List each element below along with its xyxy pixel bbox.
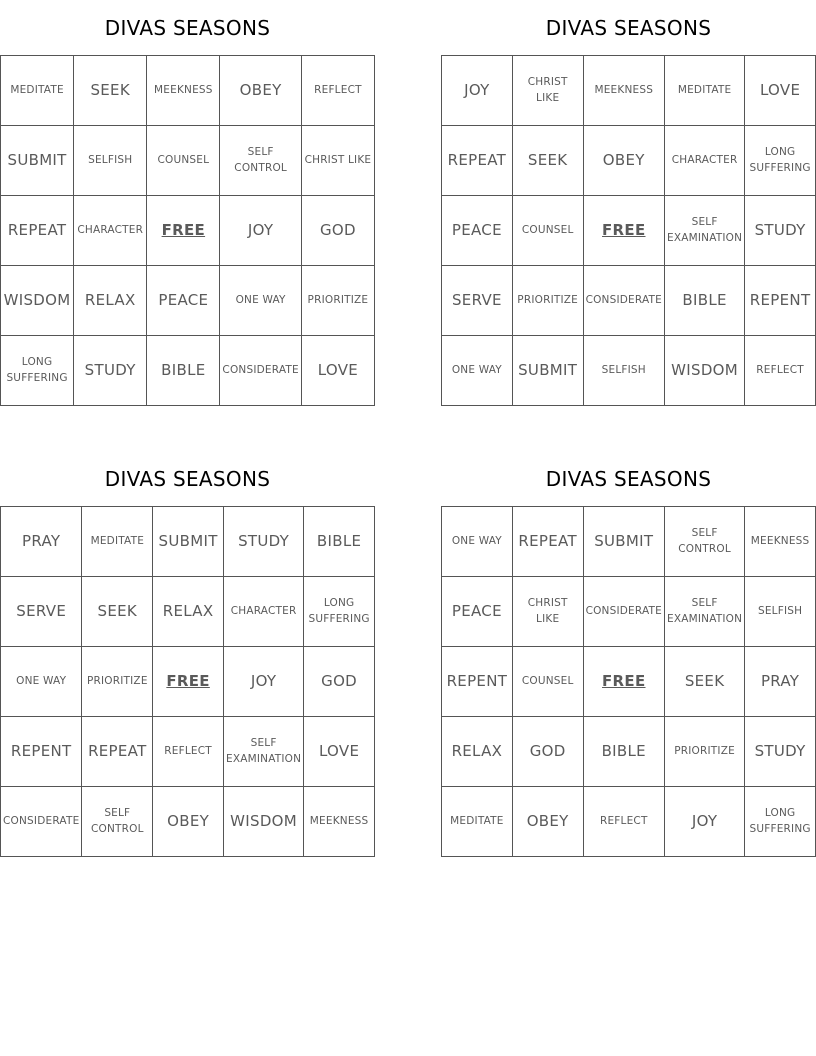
bingo-cell: ONE WAY xyxy=(1,647,82,717)
bingo-cell: SERVE xyxy=(442,266,513,336)
bingo-cell: REFLECT xyxy=(153,717,224,787)
bingo-cell: CHARACTER xyxy=(74,196,147,266)
bingo-cell: ONE WAY xyxy=(442,336,513,406)
bingo-cell: MEEKNESS xyxy=(584,56,665,126)
bingo-cell: CHRIST LIKE xyxy=(513,577,584,647)
bingo-cell: LONG SUFFERING xyxy=(1,336,74,406)
bingo-cell: MEDITATE xyxy=(665,56,745,126)
bingo-grid xyxy=(0,506,375,857)
bingo-cell: SELFISH xyxy=(74,126,147,196)
bingo-cell: WISDOM xyxy=(1,266,74,336)
bingo-cell: SUBMIT xyxy=(584,507,665,577)
bingo-cell: MEEKNESS xyxy=(745,507,816,577)
bingo-grid xyxy=(441,506,816,857)
bingo-cell: SELF EXAMINATION xyxy=(665,577,745,647)
bingo-cell: COUNSEL xyxy=(513,647,584,717)
bingo-cell: SELFISH xyxy=(584,336,665,406)
bingo-cell: LONG SUFFERING xyxy=(745,787,816,857)
bingo-cell: RELAX xyxy=(442,717,513,787)
bingo-cell: LONG SUFFERING xyxy=(304,577,375,647)
bingo-cell: MEEKNESS xyxy=(147,56,220,126)
bingo-cell: JOY xyxy=(224,647,304,717)
bingo-cell: PRIORITIZE xyxy=(513,266,584,336)
bingo-cell: SUBMIT xyxy=(513,336,584,406)
bingo-cell: REPENT xyxy=(745,266,816,336)
bingo-cell: REPEAT xyxy=(513,507,584,577)
bingo-cell: MEEKNESS xyxy=(304,787,375,857)
bingo-cell: SELF EXAMINATION xyxy=(665,196,745,266)
bingo-cell: SEEK xyxy=(513,126,584,196)
bingo-cell: CONSIDERATE xyxy=(220,336,301,406)
bingo-cell: REFLECT xyxy=(745,336,816,406)
bingo-cell: BIBLE xyxy=(665,266,745,336)
bingo-cell: CHARACTER xyxy=(665,126,745,196)
bingo-cell: GOD xyxy=(304,647,375,717)
bingo-cell: OBEY xyxy=(220,56,301,126)
bingo-cell: OBEY xyxy=(584,126,665,196)
bingo-cell: LONG SUFFERING xyxy=(745,126,816,196)
bingo-cell: SELFISH xyxy=(745,577,816,647)
bingo-cell: ONE WAY xyxy=(442,507,513,577)
bingo-cell: PRAY xyxy=(745,647,816,717)
free-space-cell: FREE xyxy=(584,196,665,266)
bingo-cell: REPEAT xyxy=(442,126,513,196)
bingo-grid xyxy=(0,55,375,406)
bingo-cell: SERVE xyxy=(1,577,82,647)
card-title: DIVAS SEASONS xyxy=(545,16,712,40)
bingo-cell: LOVE xyxy=(304,717,375,787)
bingo-cell: COUNSEL xyxy=(513,196,584,266)
bingo-cell: RELAX xyxy=(153,577,224,647)
bingo-cell: SELF EXAMINATION xyxy=(224,717,304,787)
bingo-cell: SUBMIT xyxy=(1,126,74,196)
bingo-cell: REPENT xyxy=(1,717,82,787)
bingo-cell: STUDY xyxy=(745,196,816,266)
bingo-cell: SELF CONTROL xyxy=(665,507,745,577)
bingo-cell: COUNSEL xyxy=(147,126,220,196)
free-space-cell: FREE xyxy=(153,647,224,717)
bingo-cell: BIBLE xyxy=(304,507,375,577)
bingo-cell: JOY xyxy=(220,196,301,266)
bingo-cell: PRIORITIZE xyxy=(82,647,153,717)
bingo-cell: PRIORITIZE xyxy=(302,266,375,336)
bingo-cell: OBEY xyxy=(513,787,584,857)
bingo-cell: SELF CONTROL xyxy=(82,787,153,857)
bingo-cell: SEEK xyxy=(82,577,153,647)
card-title: DIVAS SEASONS xyxy=(545,467,712,491)
bingo-cell: RELAX xyxy=(74,266,147,336)
bingo-cell: WISDOM xyxy=(665,336,745,406)
bingo-cell: REPENT xyxy=(442,647,513,717)
bingo-cell: LOVE xyxy=(302,336,375,406)
bingo-cell: CHARACTER xyxy=(224,577,304,647)
bingo-cell: REFLECT xyxy=(584,787,665,857)
bingo-cell: REPEAT xyxy=(1,196,74,266)
bingo-cell: REFLECT xyxy=(302,56,375,126)
free-space-cell: FREE xyxy=(147,196,220,266)
bingo-cell: STUDY xyxy=(74,336,147,406)
bingo-cell: PRIORITIZE xyxy=(665,717,745,787)
bingo-cell: SEEK xyxy=(74,56,147,126)
bingo-cell: BIBLE xyxy=(147,336,220,406)
bingo-cell: PRAY xyxy=(1,507,82,577)
bingo-cell: GOD xyxy=(302,196,375,266)
bingo-cell: REPEAT xyxy=(82,717,153,787)
bingo-cell: CHRIST LIKE xyxy=(513,56,584,126)
bingo-cell: STUDY xyxy=(224,507,304,577)
bingo-cell: MEDITATE xyxy=(1,56,74,126)
bingo-cell: LOVE xyxy=(745,56,816,126)
bingo-cell: SUBMIT xyxy=(153,507,224,577)
card-title: DIVAS SEASONS xyxy=(104,16,271,40)
bingo-cell: PEACE xyxy=(442,577,513,647)
bingo-cell: PEACE xyxy=(442,196,513,266)
bingo-cell: BIBLE xyxy=(584,717,665,787)
bingo-cell: CONSIDERATE xyxy=(584,266,665,336)
bingo-cell: CHRIST LIKE xyxy=(302,126,375,196)
bingo-cell: GOD xyxy=(513,717,584,787)
card-title: DIVAS SEASONS xyxy=(104,467,271,491)
bingo-grid xyxy=(441,55,816,406)
bingo-cell: STUDY xyxy=(745,717,816,787)
free-space-cell: FREE xyxy=(584,647,665,717)
bingo-cell: OBEY xyxy=(153,787,224,857)
bingo-cell: WISDOM xyxy=(224,787,304,857)
bingo-cell: CONSIDERATE xyxy=(1,787,82,857)
bingo-cell: PEACE xyxy=(147,266,220,336)
bingo-cell: ONE WAY xyxy=(220,266,301,336)
bingo-cell: CONSIDERATE xyxy=(584,577,665,647)
bingo-cell: SEEK xyxy=(665,647,745,717)
bingo-cell: SELF CONTROL xyxy=(220,126,301,196)
bingo-cell: MEDITATE xyxy=(442,787,513,857)
bingo-cell: JOY xyxy=(442,56,513,126)
bingo-cell: MEDITATE xyxy=(82,507,153,577)
bingo-cell: JOY xyxy=(665,787,745,857)
